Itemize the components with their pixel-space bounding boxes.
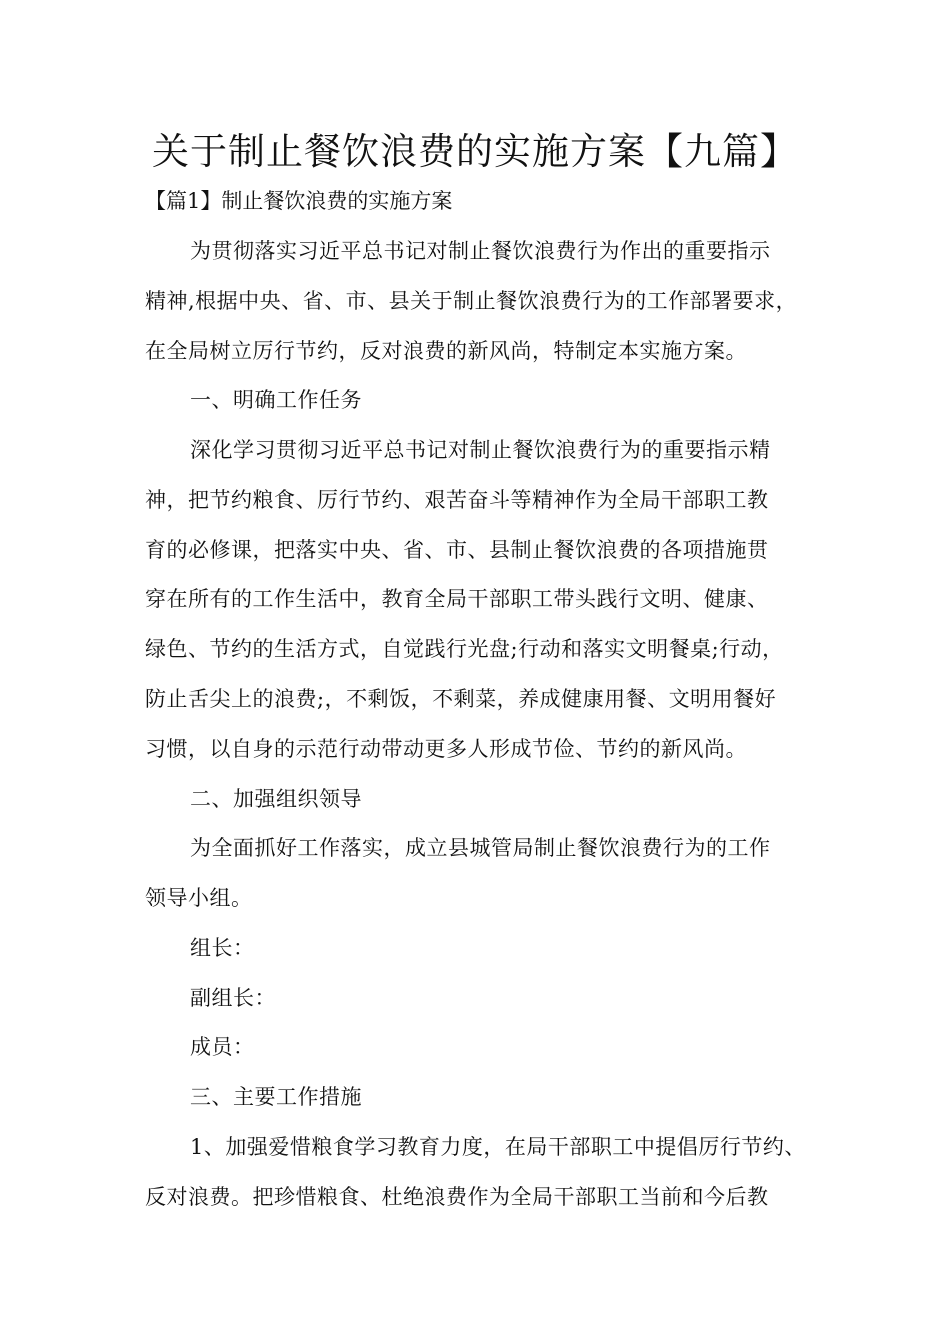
deputy-leader-label: 副组长： [190,986,276,1010]
section-heading: 【篇1】制止餐饮浪费的实施方案 [145,189,453,213]
paragraph-line: 为全面抓好工作落实，成立县城管局制止餐饮浪费行为的工作 [190,836,771,860]
paragraph-line: 1、加强爱惜粮食学习教育力度，在局干部职工中提倡厉行节约、 [190,1135,806,1159]
paragraph-line: 反对浪费。把珍惜粮食、杜绝浪费作为全局干部职工当前和今后教 [145,1185,769,1209]
paragraph-line: 精神,根据中央、省、市、县关于制止餐饮浪费行为的工作部署要求， [145,289,798,313]
subsection-heading: 三、主要工作措施 [190,1085,362,1109]
paragraph-line: 育的必修课，把落实中央、省、市、县制止餐饮浪费的各项措施贯 [145,538,769,562]
paragraph-line: 在全局树立厉行节约，反对浪费的新风尚，特制定本实施方案。 [145,339,747,363]
paragraph-line: 防止舌尖上的浪费;，不剩饭，不剩菜，养成健康用餐、文明用餐好 [145,687,777,711]
paragraph-line: 领导小组。 [145,886,253,910]
paragraph-line: 穿在所有的工作生活中，教育全局干部职工带头践行文明、健康、 [145,587,769,611]
paragraph-line: 绿色、节约的生活方式，自觉践行光盘;行动和落实文明餐桌;行动， [145,637,784,661]
document-title: 关于制止餐饮浪费的实施方案【九篇】 [152,130,798,173]
subsection-heading: 一、明确工作任务 [190,388,362,412]
members-label: 成员： [190,1035,255,1059]
team-leader-label: 组长： [190,936,255,960]
paragraph-line: 深化学习贯彻习近平总书记对制止餐饮浪费行为的重要指示精 [190,438,771,462]
paragraph-line: 神，把节约粮食、厉行节约、艰苦奋斗等精神作为全局干部职工教 [145,488,769,512]
paragraph-line: 习惯，以自身的示范行动带动更多人形成节俭、节约的新风尚。 [145,737,747,761]
paragraph-line: 为贯彻落实习近平总书记对制止餐饮浪费行为作出的重要指示 [190,239,771,263]
subsection-heading: 二、加强组织领导 [190,787,362,811]
